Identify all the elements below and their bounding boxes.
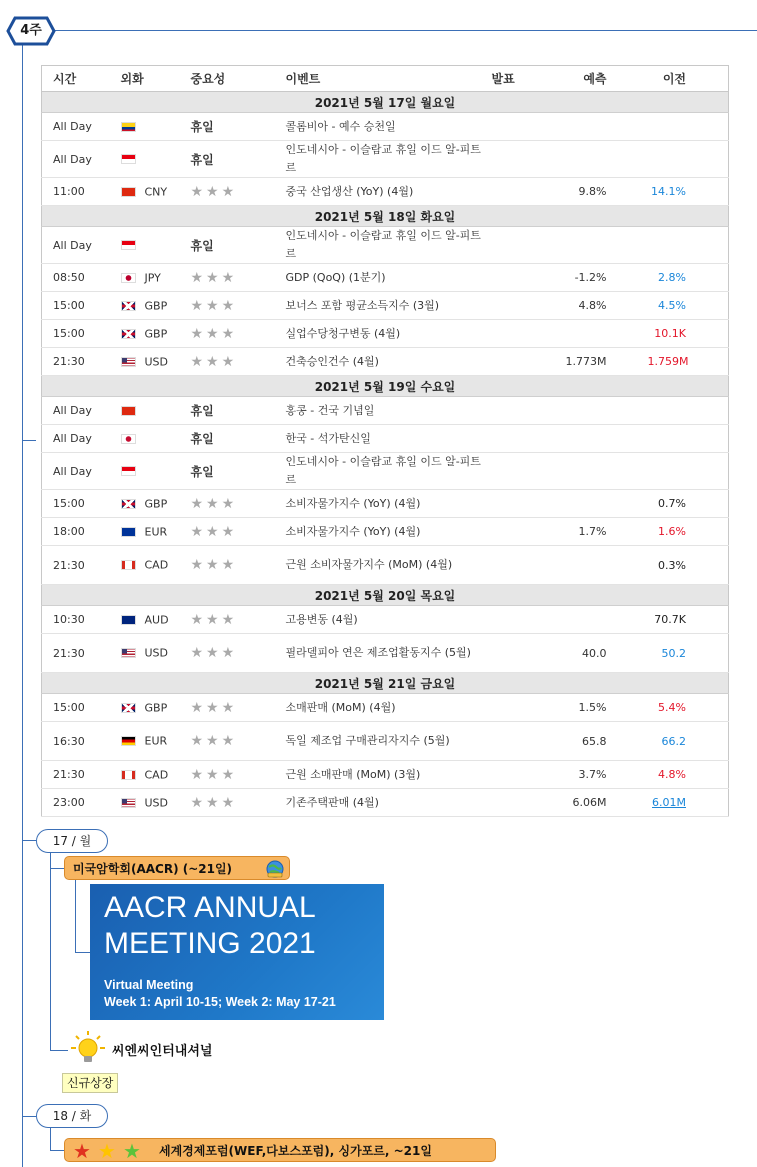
- star-icon-rating: ★★★: [190, 353, 238, 370]
- header-importance: 중요성: [180, 66, 275, 92]
- event-previous: 1.759M: [637, 348, 729, 376]
- event-previous: [637, 113, 729, 141]
- event-previous: [637, 227, 729, 264]
- currency-code: GBP: [144, 327, 168, 341]
- currency-code: GBP: [144, 299, 168, 313]
- main-trunk-line: [22, 44, 23, 1167]
- event-time: All Day: [42, 141, 110, 178]
- flag-icon-id: [121, 154, 136, 164]
- event-time: All Day: [42, 113, 110, 141]
- event-name[interactable]: 소비자물가지수 (YoY) (4월): [275, 490, 489, 518]
- event-row[interactable]: [42, 518, 729, 546]
- economic-calendar-table: [41, 65, 729, 817]
- currency-code: CNY: [144, 185, 168, 199]
- event-currency: [110, 722, 180, 761]
- event-time: All Day: [42, 453, 110, 490]
- event-previous: 10.1K: [637, 320, 729, 348]
- event-previous: [637, 141, 729, 178]
- currency-code: EUR: [144, 525, 168, 539]
- wef-branch-line: [50, 1150, 64, 1151]
- event-previous: [637, 397, 729, 425]
- event-actual: [489, 789, 552, 817]
- importance-stars: [180, 722, 275, 761]
- currency-code: USD: [144, 355, 169, 369]
- event-time: 15:00: [42, 320, 110, 348]
- star-yellow-icon: ★: [98, 1139, 116, 1163]
- event-actual: [489, 694, 552, 722]
- star-icon-rating: ★★★: [190, 183, 238, 200]
- event-time: 15:00: [42, 292, 110, 320]
- event-previous: 0.3%: [637, 546, 729, 585]
- star-icon-rating: ★★★: [190, 557, 238, 573]
- event-row[interactable]: [42, 694, 729, 722]
- event-forecast: 1.773M: [552, 348, 637, 376]
- event-forecast: -1.2%: [552, 264, 637, 292]
- week-badge[interactable]: [6, 16, 56, 46]
- event-name[interactable]: 소매판매 (MoM) (4월): [275, 694, 489, 722]
- event-actual: [489, 425, 552, 453]
- flag-icon-gb: [121, 703, 136, 713]
- event-forecast: 4.8%: [552, 292, 637, 320]
- day-header-row: [42, 585, 729, 606]
- event-row[interactable]: [42, 178, 729, 206]
- event-previous: [637, 453, 729, 490]
- holiday-label: 휴일: [180, 113, 275, 141]
- day-header-row: [42, 206, 729, 227]
- event-currency: [110, 606, 180, 634]
- aacr-banner-image[interactable]: [90, 884, 384, 1020]
- event-currency: [110, 694, 180, 722]
- event-actual: [489, 264, 552, 292]
- event-name[interactable]: 근원 소매판매 (MoM) (3월): [275, 761, 489, 789]
- event-row[interactable]: [42, 425, 729, 453]
- star-icon-rating: ★★★: [190, 269, 238, 286]
- flag-icon-us: [121, 357, 136, 367]
- holiday-label: 휴일: [180, 397, 275, 425]
- event-currency: [110, 141, 180, 178]
- star-green-icon: ★: [123, 1139, 141, 1163]
- banner-sub-line: [75, 880, 76, 953]
- cnc-branch-line: [50, 1050, 68, 1051]
- flag-icon-id: [121, 466, 136, 476]
- header-forecast: 예측: [552, 66, 637, 92]
- cnc-label: 씨엔씨인터내셔널: [112, 1044, 213, 1059]
- event-currency: [110, 320, 180, 348]
- header-currency: 외화: [110, 66, 180, 92]
- event-currency: [110, 397, 180, 425]
- event-forecast: [552, 320, 637, 348]
- event-row[interactable]: [42, 348, 729, 376]
- event-currency: [110, 634, 180, 673]
- event-name[interactable]: 건축승인건수 (4월): [275, 348, 489, 376]
- currency-code: USD: [144, 646, 169, 660]
- importance-stars: [180, 292, 275, 320]
- event-forecast: [552, 606, 637, 634]
- event-row[interactable]: [42, 634, 729, 673]
- mon-sub-line: [50, 851, 51, 1051]
- event-forecast: [552, 453, 637, 490]
- event-currency: [110, 348, 180, 376]
- date-pill-mon[interactable]: 17 / 월: [36, 829, 108, 853]
- event-name[interactable]: 소비자물가지수 (YoY) (4월): [275, 518, 489, 546]
- event-previous: 14.1%: [637, 178, 729, 206]
- globe-icon: [265, 859, 285, 887]
- event-currency: [110, 546, 180, 585]
- event-forecast: [552, 546, 637, 585]
- wef-topic[interactable]: [64, 1138, 496, 1162]
- holiday-label: 휴일: [180, 141, 275, 178]
- banner-title-line2: MEETING 2021: [104, 927, 316, 960]
- event-currency: [110, 178, 180, 206]
- holiday-label: 휴일: [180, 227, 275, 264]
- flag-icon-de: [121, 736, 136, 746]
- event-actual: [489, 722, 552, 761]
- event-actual: [489, 453, 552, 490]
- star-icon-rating: ★★★: [190, 297, 238, 314]
- event-actual: [489, 141, 552, 178]
- event-actual: [489, 320, 552, 348]
- event-name[interactable]: 인도네시아 - 이슬람교 휴일 이드 알-피트르: [275, 453, 489, 490]
- currency-code: CAD: [144, 558, 169, 572]
- flag-icon-gb: [121, 329, 136, 339]
- tue-branch-line: [22, 1116, 36, 1117]
- event-actual: [489, 178, 552, 206]
- flag-icon-us: [121, 648, 136, 658]
- star-icon-rating: ★★★: [190, 611, 238, 628]
- event-name[interactable]: 고용변동 (4월): [275, 606, 489, 634]
- event-time: 18:00: [42, 518, 110, 546]
- event-currency: [110, 227, 180, 264]
- event-row[interactable]: [42, 546, 729, 585]
- event-row[interactable]: [42, 320, 729, 348]
- event-name[interactable]: 보너스 포함 평균소득지수 (3월): [275, 292, 489, 320]
- flag-icon-us: [121, 798, 136, 808]
- currency-code: CAD: [144, 768, 169, 782]
- currency-code: GBP: [144, 701, 168, 715]
- event-name[interactable]: 인도네시아 - 이슬람교 휴일 이드 알-피트르: [275, 141, 489, 178]
- event-name[interactable]: 한국 - 석가탄신일: [275, 425, 489, 453]
- event-time: 08:50: [42, 264, 110, 292]
- event-name[interactable]: 홍콩 - 건국 기념일: [275, 397, 489, 425]
- star-icon-rating: ★★★: [190, 645, 238, 661]
- event-currency: [110, 490, 180, 518]
- event-actual: [489, 113, 552, 141]
- event-row[interactable]: [42, 490, 729, 518]
- event-row[interactable]: [42, 141, 729, 178]
- event-forecast: 1.5%: [552, 694, 637, 722]
- event-time: 21:30: [42, 761, 110, 789]
- currency-code: USD: [144, 796, 169, 810]
- importance-stars: [180, 348, 275, 376]
- star-icon-rating: ★★★: [190, 495, 238, 512]
- event-previous: 4.8%: [637, 761, 729, 789]
- star-icon-rating: ★★★: [190, 325, 238, 342]
- day-header-row: [42, 673, 729, 694]
- event-actual: [489, 292, 552, 320]
- event-row[interactable]: [42, 722, 729, 761]
- flag-icon-cn: [121, 187, 136, 197]
- importance-stars: [180, 694, 275, 722]
- importance-stars: [180, 490, 275, 518]
- banner-subtitle: Virtual Meeting: [104, 978, 194, 992]
- event-forecast: 40.0: [552, 634, 637, 673]
- day-header-date: 2021년 5월 17일 월요일: [42, 92, 729, 113]
- event-currency: [110, 264, 180, 292]
- event-currency: [110, 789, 180, 817]
- event-row[interactable]: [42, 761, 729, 789]
- lightbulb-icon: [68, 1030, 108, 1070]
- event-actual: [489, 761, 552, 789]
- event-row[interactable]: [42, 113, 729, 141]
- event-currency: [110, 113, 180, 141]
- flag-icon-co: [121, 122, 136, 132]
- week-connector-line: [55, 30, 757, 31]
- flag-icon-gb: [121, 301, 136, 311]
- event-time: 10:30: [42, 606, 110, 634]
- day-header-row: [42, 92, 729, 113]
- importance-stars: [180, 264, 275, 292]
- event-name[interactable]: 실업수당청구변동 (4월): [275, 320, 489, 348]
- event-actual: [489, 490, 552, 518]
- event-row[interactable]: [42, 264, 729, 292]
- event-time: 21:30: [42, 634, 110, 673]
- star-red-icon: ★: [73, 1139, 91, 1163]
- banner-title-line1: AACR ANNUAL: [104, 891, 316, 924]
- event-name[interactable]: 근원 소비자물가지수 (MoM) (4월): [275, 546, 489, 585]
- event-time: 21:30: [42, 348, 110, 376]
- holiday-label: 휴일: [180, 453, 275, 490]
- wef-topic-label: 세계경제포럼(WEF,다보스포럼), 싱가포르, ~21일: [159, 1144, 432, 1158]
- flag-icon-gb: [121, 499, 136, 509]
- date-pill-tue[interactable]: 18 / 화: [36, 1104, 108, 1128]
- event-actual: [489, 606, 552, 634]
- event-time: 16:30: [42, 722, 110, 761]
- event-actual: [489, 348, 552, 376]
- event-forecast: 65.8: [552, 722, 637, 761]
- tue-sub-line: [50, 1127, 51, 1151]
- header-event: 이벤트: [275, 66, 489, 92]
- banner-dates: Week 1: April 10-15; Week 2: May 17-21: [104, 995, 336, 1009]
- event-previous: 6.01M: [637, 789, 729, 817]
- importance-stars: [180, 634, 275, 673]
- event-forecast: [552, 141, 637, 178]
- event-time: 11:00: [42, 178, 110, 206]
- event-currency: [110, 518, 180, 546]
- event-previous: 70.7K: [637, 606, 729, 634]
- aacr-branch-line: [50, 868, 64, 869]
- event-actual: [489, 634, 552, 673]
- day-header-date: 2021년 5월 18일 화요일: [42, 206, 729, 227]
- event-time: All Day: [42, 397, 110, 425]
- importance-stars: [180, 320, 275, 348]
- flag-icon-ca: [121, 560, 136, 570]
- event-previous: 2.8%: [637, 264, 729, 292]
- event-previous: 4.5%: [637, 292, 729, 320]
- day-header-date: 2021년 5월 20일 목요일: [42, 585, 729, 606]
- aacr-topic[interactable]: [64, 856, 290, 880]
- event-name[interactable]: 독일 제조업 구매관리자지수 (5월): [275, 722, 489, 761]
- event-currency: [110, 761, 180, 789]
- week-label: 4주: [20, 23, 42, 38]
- event-previous: 5.4%: [637, 694, 729, 722]
- event-forecast: 1.7%: [552, 518, 637, 546]
- day-header-date: 2021년 5월 19일 수요일: [42, 376, 729, 397]
- star-icon-rating: ★★★: [190, 523, 238, 540]
- event-row[interactable]: [42, 397, 729, 425]
- event-time: 15:00: [42, 490, 110, 518]
- star-icon-rating: ★★★: [190, 733, 238, 749]
- event-name[interactable]: 인도네시아 - 이슬람교 휴일 이드 알-피트르: [275, 227, 489, 264]
- event-forecast: 3.7%: [552, 761, 637, 789]
- event-previous: [637, 425, 729, 453]
- event-time: 21:30: [42, 546, 110, 585]
- event-time: All Day: [42, 227, 110, 264]
- header-previous: 이전: [637, 66, 729, 92]
- importance-stars: [180, 789, 275, 817]
- event-previous: 66.2: [637, 722, 729, 761]
- flag-icon-jp: [121, 273, 136, 283]
- event-row[interactable]: [42, 789, 729, 817]
- event-row[interactable]: [42, 453, 729, 490]
- event-previous: 50.2: [637, 634, 729, 673]
- banner-branch-line: [75, 952, 90, 953]
- currency-code: AUD: [144, 613, 169, 627]
- flag-icon-kr: [121, 434, 136, 444]
- event-name[interactable]: GDP (QoQ) (1분기): [275, 264, 489, 292]
- holiday-label: 휴일: [180, 425, 275, 453]
- new-listing-tag[interactable]: 신규상장: [62, 1073, 118, 1093]
- event-currency: [110, 425, 180, 453]
- event-time: 15:00: [42, 694, 110, 722]
- table-branch-line: [22, 440, 36, 441]
- event-time: All Day: [42, 425, 110, 453]
- importance-stars: [180, 761, 275, 789]
- aacr-topic-label: 미국암학회(AACR) (~21일): [73, 862, 233, 876]
- event-actual: [489, 227, 552, 264]
- header-time: 시간: [42, 66, 110, 92]
- day-header-date: 2021년 5월 21일 금요일: [42, 673, 729, 694]
- currency-code: GBP: [144, 497, 168, 511]
- event-actual: [489, 546, 552, 585]
- event-forecast: [552, 425, 637, 453]
- importance-stars: [180, 546, 275, 585]
- event-currency: [110, 453, 180, 490]
- event-actual: [489, 397, 552, 425]
- event-forecast: [552, 397, 637, 425]
- event-forecast: [552, 227, 637, 264]
- event-time: 23:00: [42, 789, 110, 817]
- importance-stars: [180, 606, 275, 634]
- flag-icon-id: [121, 240, 136, 250]
- star-icon-rating: ★★★: [190, 699, 238, 716]
- event-name[interactable]: 기존주택판매 (4월): [275, 789, 489, 817]
- currency-code: JPY: [144, 271, 161, 285]
- event-previous: 1.6%: [637, 518, 729, 546]
- event-row[interactable]: [42, 227, 729, 264]
- flag-icon-au: [121, 615, 136, 625]
- event-forecast: [552, 113, 637, 141]
- event-name[interactable]: 콜롬비아 - 예수 승천일: [275, 113, 489, 141]
- event-actual: [489, 518, 552, 546]
- header-actual: 발표: [489, 66, 552, 92]
- table-header-row: [42, 66, 729, 92]
- event-name[interactable]: 필라델피아 연은 제조업활동지수 (5월): [275, 634, 489, 673]
- event-row[interactable]: [42, 292, 729, 320]
- event-forecast: [552, 490, 637, 518]
- flag-icon-eu: [121, 527, 136, 537]
- day-header-row: [42, 376, 729, 397]
- importance-stars: [180, 178, 275, 206]
- flag-icon-ca: [121, 770, 136, 780]
- event-forecast: 6.06M: [552, 789, 637, 817]
- event-name[interactable]: 중국 산업생산 (YoY) (4월): [275, 178, 489, 206]
- currency-code: EUR: [144, 734, 168, 748]
- event-currency: [110, 292, 180, 320]
- star-icon-rating: ★★★: [190, 794, 238, 811]
- event-row[interactable]: [42, 606, 729, 634]
- event-previous: 0.7%: [637, 490, 729, 518]
- event-forecast: 9.8%: [552, 178, 637, 206]
- flag-icon-hk: [121, 406, 136, 416]
- mon-branch-line: [22, 840, 36, 841]
- star-icon-rating: ★★★: [190, 766, 238, 783]
- importance-stars: [180, 518, 275, 546]
